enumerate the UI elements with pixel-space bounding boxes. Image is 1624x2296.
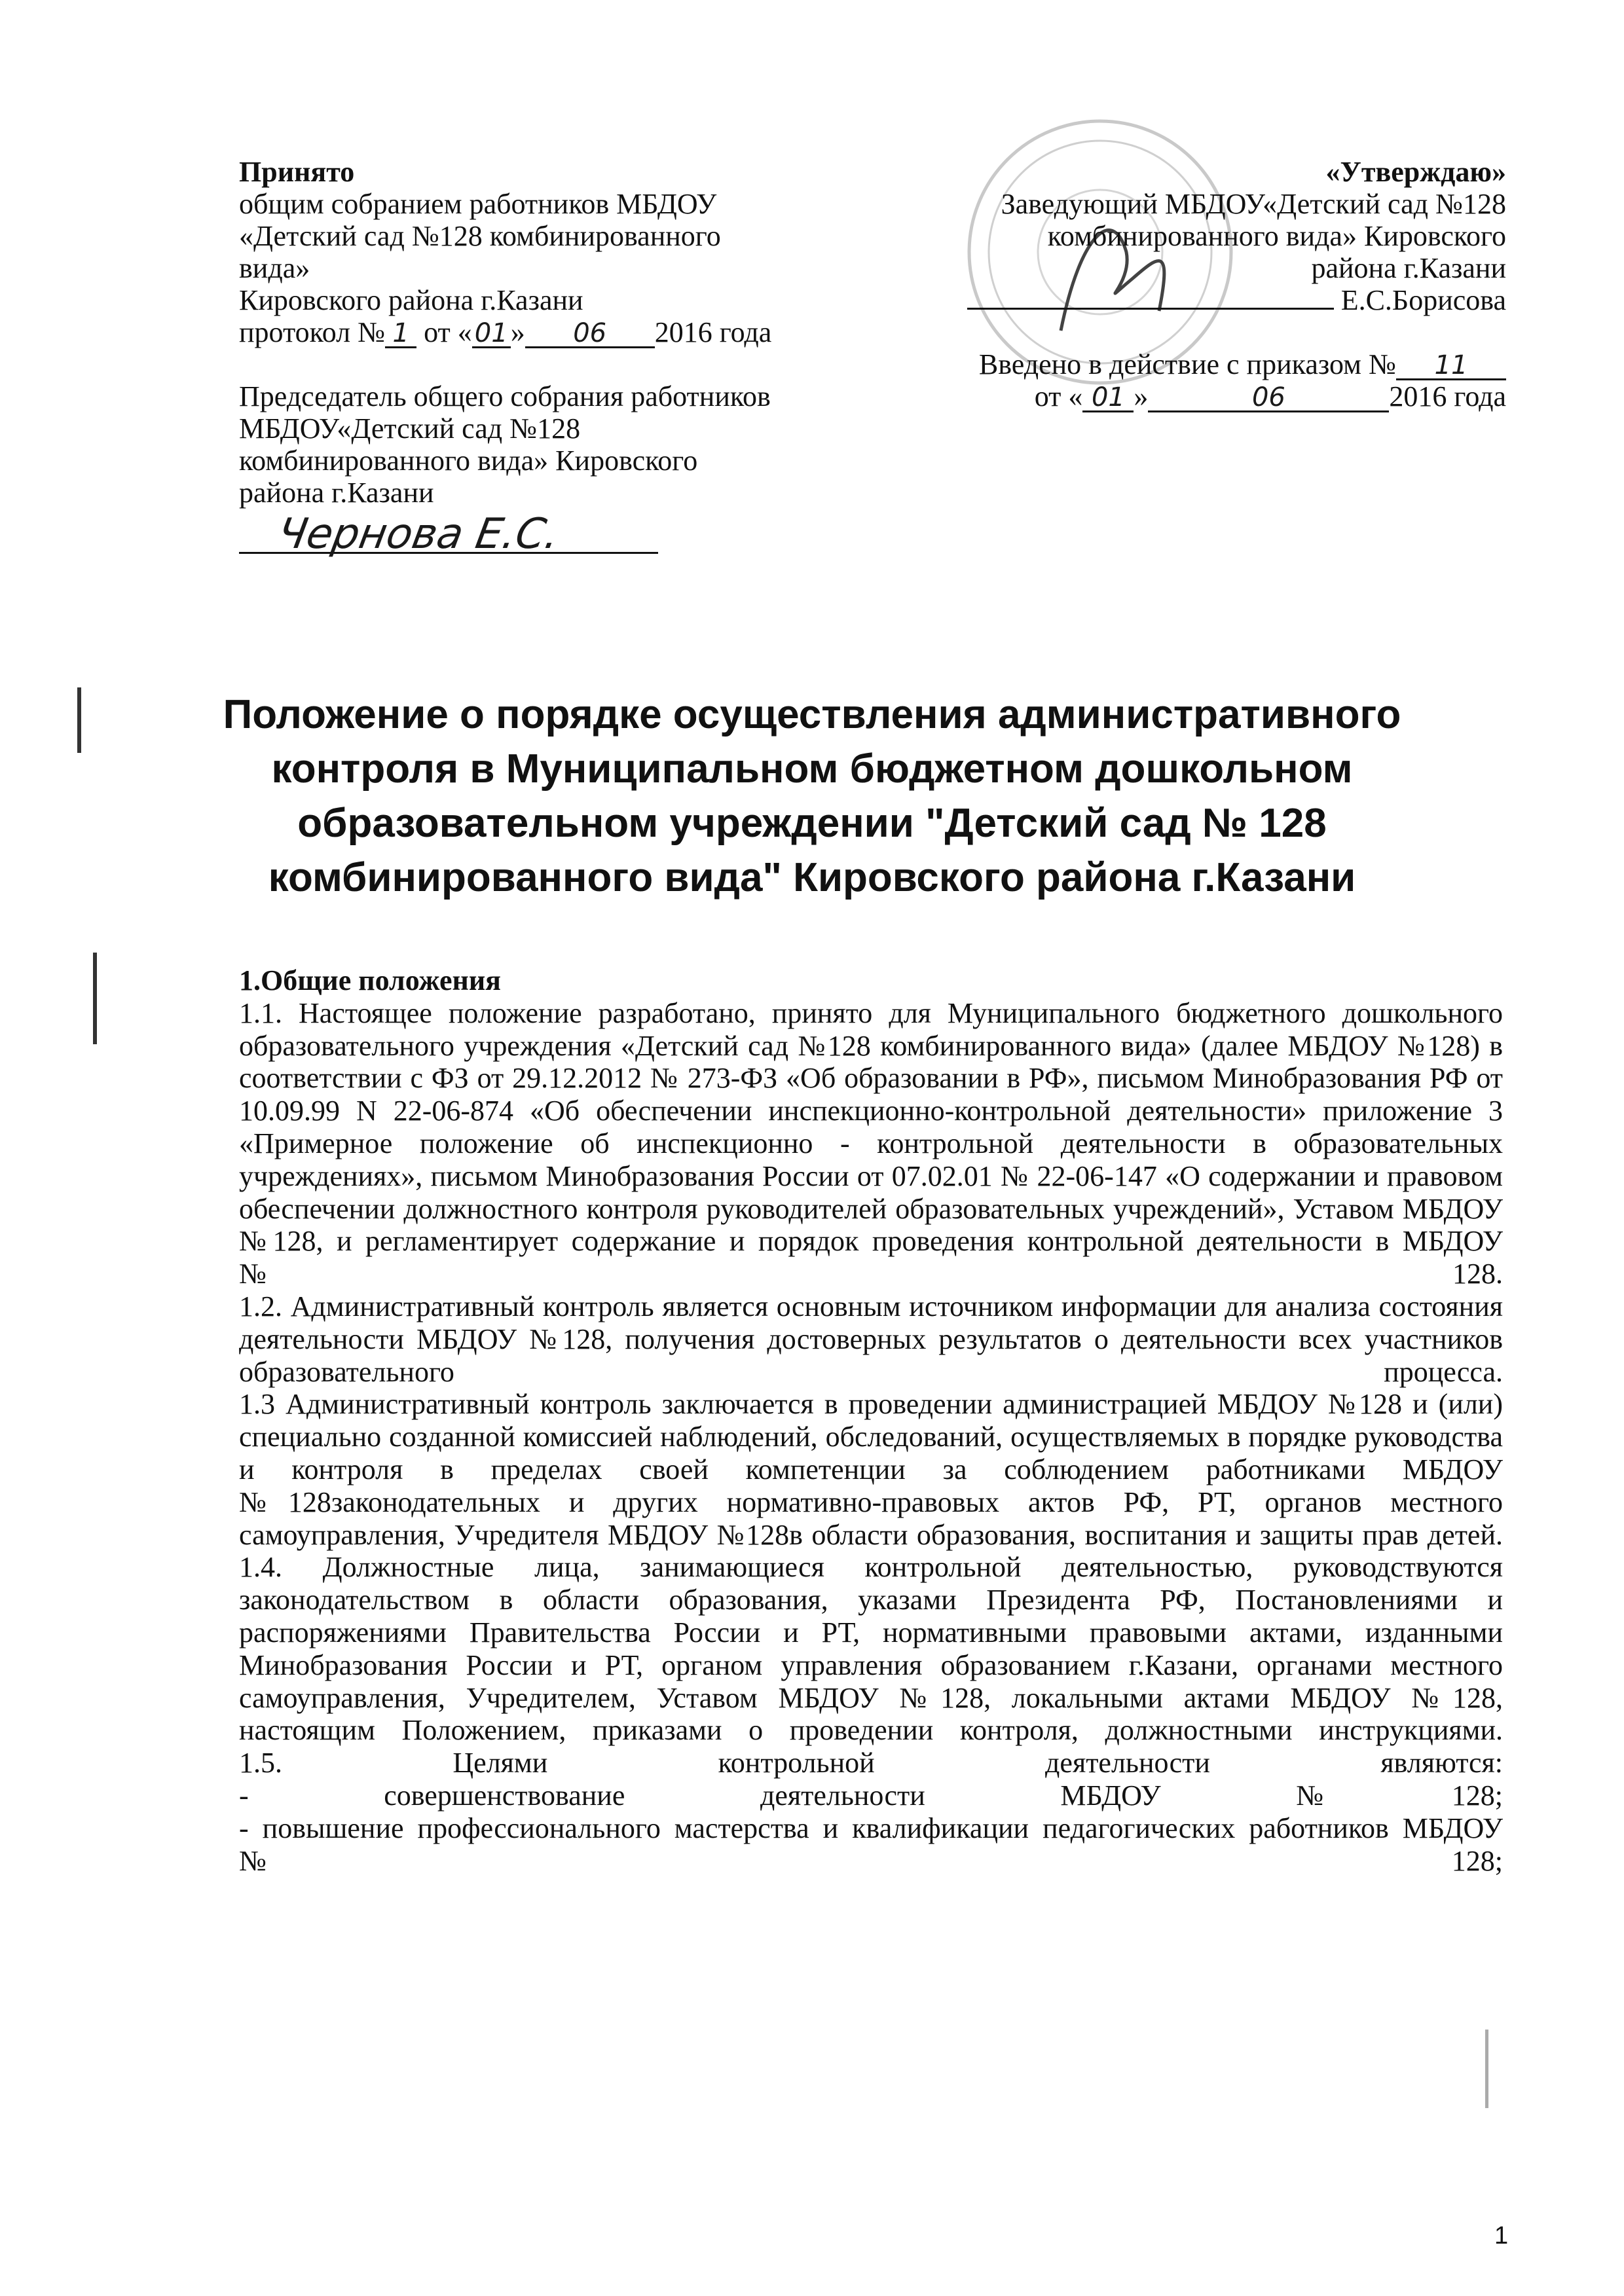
page-number: 1 <box>1494 2222 1509 2250</box>
approved-block <box>851 156 1506 412</box>
chair-signature: Чернова Е.С. <box>274 510 563 558</box>
scan-mark <box>1485 2030 1488 2108</box>
title-line: образовательном учреждении "Детский сад № 128 <box>297 801 1327 846</box>
order-day: 01 <box>1082 384 1134 412</box>
section-heading: 1.Общие положения <box>239 964 501 996</box>
scan-mark <box>77 687 81 753</box>
approved-line: комбинированного вида» Кировского <box>1047 220 1506 252</box>
goal-item: - совершенствование деятельности МБДОУ №128; <box>239 1779 1503 1812</box>
accepted-block <box>239 156 861 558</box>
order-from: от « <box>1034 380 1083 412</box>
order-prefix: Введено в действие с приказом № <box>978 348 1396 380</box>
paragraph-1-4: 1.4. Должностные лица, занимающиеся контрольной деятельностью, руководствуются законодательством в области образования, указами Президента РФ, Постановлениями и распоряжениями Правительства России и РТ, нормативными правовыми актами, изданными Минобразования России и РТ, органом управления образованием г.Казани, органами местного самоуправления, Учредителем, Уставом МБДОУ №128, локальными актами МБДОУ №128, настоящим Положением, приказами о проведении контроля, должностными инструкциями. <box>239 1551 1503 1747</box>
chair-line: комбинированного вида» Кировского <box>239 445 698 477</box>
accepted-line: «Детский сад №128 комбинированного <box>239 220 721 252</box>
protocol-day: 01 <box>472 320 511 348</box>
accepted-heading: Принято <box>239 156 355 188</box>
protocol-from: от « <box>424 316 472 348</box>
protocol-line <box>239 316 861 348</box>
accepted-line: общим собранием работников МБДОУ <box>239 188 717 220</box>
chair-line: района г.Казани <box>239 477 434 509</box>
accepted-line: Кировского района г.Казани <box>239 284 583 316</box>
order-number: 11 <box>1396 352 1506 380</box>
protocol-number: 1 <box>385 320 416 348</box>
page-title <box>196 687 1428 905</box>
chair-signature-line <box>239 510 658 558</box>
scan-mark <box>93 953 97 1044</box>
head-signature-blank <box>967 284 1334 310</box>
paragraph-1-1: 1.1. Настоящее положение разработано, принято для Муниципального бюджетного дошкольного образовательного учреждения «Детский сад №128 комбинированного вида» (далее МБДОУ №128) в соответствии с ФЗ от 29.12.2012 № 273-ФЗ «Об образовании в РФ», письмом Минобразования РФ от 10.09.99 N 22-06-874 «Об обеспечении инспекционно-контрольной деятельности» приложение 3 «Примерное положение об инспекционно - контрольной деятельности в образовательных учреждениях», письмом Минобразования России от 07.02.01 № 22-06-147 «О содержании и правовом обеспечении должностного контроля руководителей образовательных учреждений», Уставом МБДОУ №128, и регламентирует содержание и порядок проведения контрольной деятельности в МБДОУ №128. <box>239 996 1503 1290</box>
title-line: комбинированного вида" Кировского района г.Казани <box>268 855 1356 900</box>
paragraph-1-2: 1.2. Административный контроль является основным источником информации для анализа состояния деятельности МБДОУ №128, получения достоверных результатов о деятельности всех участников образовательного процесса. <box>239 1290 1503 1388</box>
protocol-mid: » <box>510 316 525 348</box>
order-year: 2016 года <box>1389 380 1506 412</box>
approved-line: Заведующий МБДОУ«Детский сад №128 <box>1001 188 1506 220</box>
approved-heading: «Утверждаю» <box>1325 156 1506 188</box>
protocol-prefix: протокол № <box>239 316 386 348</box>
chair-line: МБДОУ«Детский сад №128 <box>239 412 581 445</box>
head-name: Е.С.Борисова <box>1340 284 1506 316</box>
order-month: 06 <box>1148 384 1389 412</box>
head-signature-line <box>851 284 1506 316</box>
protocol-month: 06 <box>525 320 655 348</box>
order-line <box>851 348 1506 380</box>
chair-line: Председатель общего собрания работников <box>239 380 771 412</box>
protocol-year: 2016 года <box>654 316 772 348</box>
paragraph-1-3: 1.3 Административный контроль заключается в проведении администрацией МБДОУ №128 и (или) специально созданной комиссией наблюдений, обследований, осуществляемых в порядке руководства и контроля в пределах своей компетенции за соблюдением работниками МБДОУ №128законодательных и других нормативно-правовых актов РФ, РТ, органов местного самоуправления, Учредителя МБДОУ №128в области образования, воспитания и защиты прав детей. <box>239 1388 1503 1551</box>
accepted-line: вида» <box>239 252 310 284</box>
goal-item: - повышение профессионального мастерства и квалификации педагогических работников МБДОУ №128; <box>239 1812 1503 1877</box>
paragraph-1-5: 1.5. Целями контрольной деятельности являются: <box>239 1747 1503 1779</box>
order-mid: » <box>1134 380 1149 412</box>
title-line: Положение о порядке осуществления административного <box>223 692 1401 737</box>
approved-line: района г.Казани <box>1311 252 1506 284</box>
order-date-line <box>851 380 1506 412</box>
title-line: контроля в Муниципальном бюджетном дошкольном <box>271 746 1353 792</box>
document-body <box>239 964 1503 1877</box>
